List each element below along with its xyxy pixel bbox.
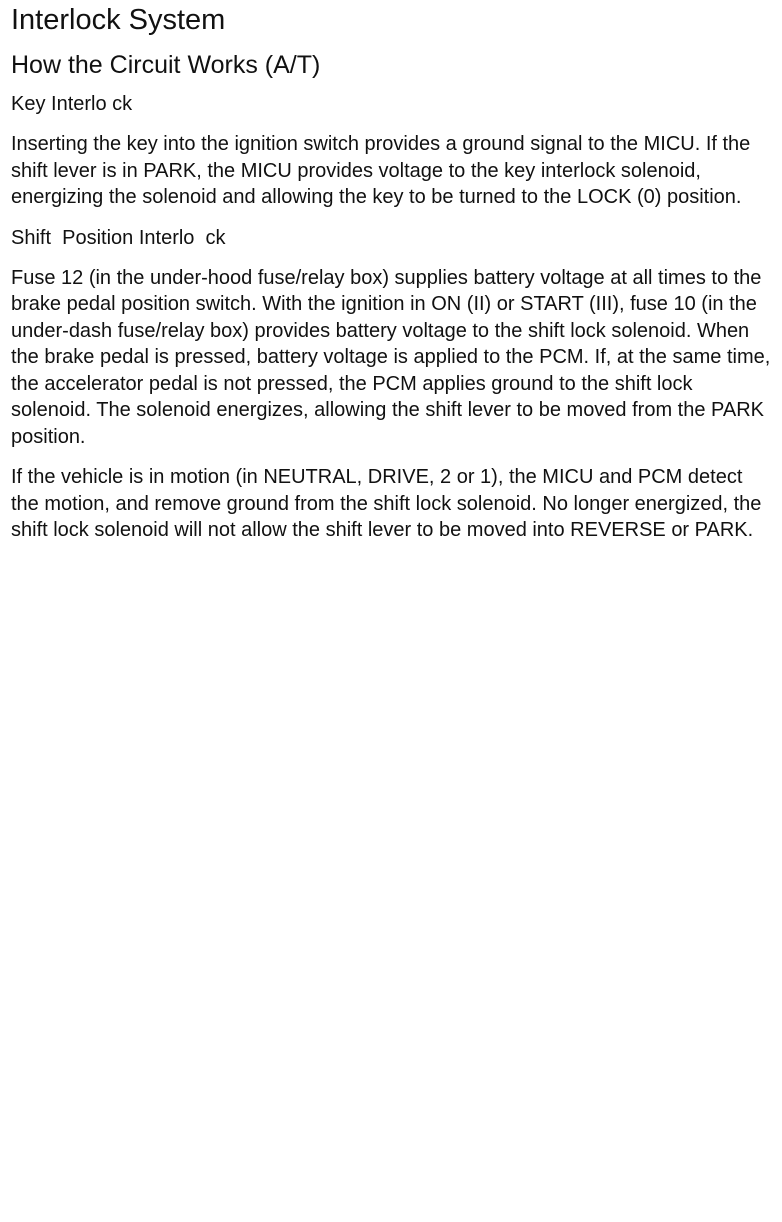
section-heading: Key Interlo ck bbox=[11, 93, 133, 115]
page-title: Interlock System bbox=[11, 4, 226, 36]
document-page bbox=[11, 0, 771, 544]
page-subtitle: How the Circuit Works (A/T) bbox=[11, 51, 321, 79]
paragraph: Inserting the key into the ignition switch provides a ground signal to the MICU. If the shift lever is in PARK, the MICU provides voltage to the key interlock solenoid, energizing the solenoid and allowing the key to be turned to the LOCK (0) position. bbox=[11, 133, 751, 208]
section-shift-position-interlock bbox=[11, 225, 771, 544]
paragraph: If the vehicle is in motion (in NEUTRAL, DRIVE, 2 or 1), the MICU and PCM detect the motion, and remove ground from the shift lock solenoid. No longer energized, the shift lock solenoid will not allow the shift lever to be moved into REVERSE or PARK. bbox=[11, 466, 762, 541]
section-key-interlock bbox=[11, 91, 771, 211]
section-heading: Shift Position Interlo ck bbox=[11, 226, 226, 249]
paragraph: Fuse 12 (in the under-hood fuse/relay box) supplies battery voltage at all times to the brake pedal position switch. With the ignition in ON (II) or START (III), fuse 10 (in the under-dash fuse/relay box) provides battery voltage to the shift lock solenoid. When the brake pedal is pressed, battery voltage is applied to the PCM. If, at the same time, the accelerator pedal is not pressed, the PCM applies ground to the shift lock solenoid. The solenoid energizes, allowing the shift lever to be moved from the PARK position. bbox=[11, 266, 771, 448]
